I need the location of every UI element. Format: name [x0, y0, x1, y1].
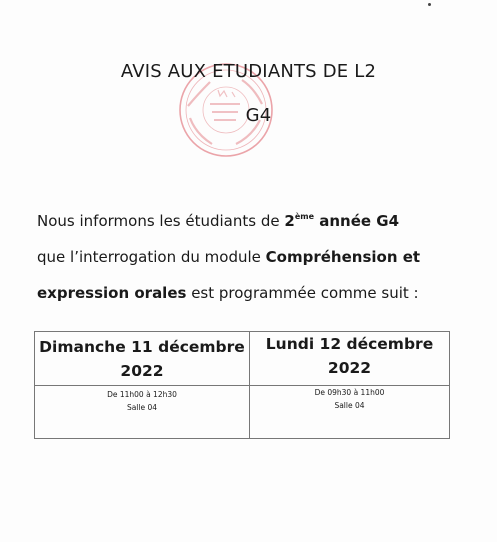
slot-room: Salle 04 — [334, 401, 365, 410]
day-year: 2022 — [327, 359, 372, 377]
notice-group: G4 — [245, 105, 272, 126]
year-group: année G4 — [314, 212, 400, 230]
schedule-slot — [250, 386, 450, 439]
paragraph-line-1 — [37, 199, 467, 239]
schedule-day-header — [35, 332, 250, 386]
paragraph-text: que l’interrogation du module — [37, 248, 266, 266]
schedule-header-row — [35, 332, 450, 386]
day-label: Lundi 12 décembre — [265, 335, 434, 353]
schedule-slot — [35, 386, 250, 439]
scan-speck — [428, 3, 431, 6]
day-label: Dimanche 11 décembre — [39, 338, 245, 356]
slot-time: De 11h00 à 12h30 — [107, 390, 177, 399]
notice-title: AVIS AUX ETUDIANTS DE L2 — [120, 61, 377, 82]
slot-room: Salle 04 — [126, 403, 158, 412]
paragraph-line-2 — [37, 239, 467, 275]
paragraph-text: Nous informons les étudiants de — [37, 212, 285, 230]
year-number: 2 — [284, 212, 295, 230]
module-name-cont: expression orales — [37, 284, 187, 302]
schedule-table — [34, 331, 450, 439]
paragraph-text: est programmée comme suit : — [186, 284, 419, 302]
year-ordinal: ème — [294, 212, 314, 221]
day-year: 2022 — [120, 362, 164, 380]
schedule-day-header — [250, 332, 450, 386]
slot-time: De 09h30 à 11h00 — [314, 388, 385, 397]
module-name: Compréhension et — [265, 248, 421, 266]
paragraph-line-3 — [37, 275, 467, 311]
schedule-detail-row — [35, 386, 450, 439]
notice-paragraph — [37, 199, 467, 311]
